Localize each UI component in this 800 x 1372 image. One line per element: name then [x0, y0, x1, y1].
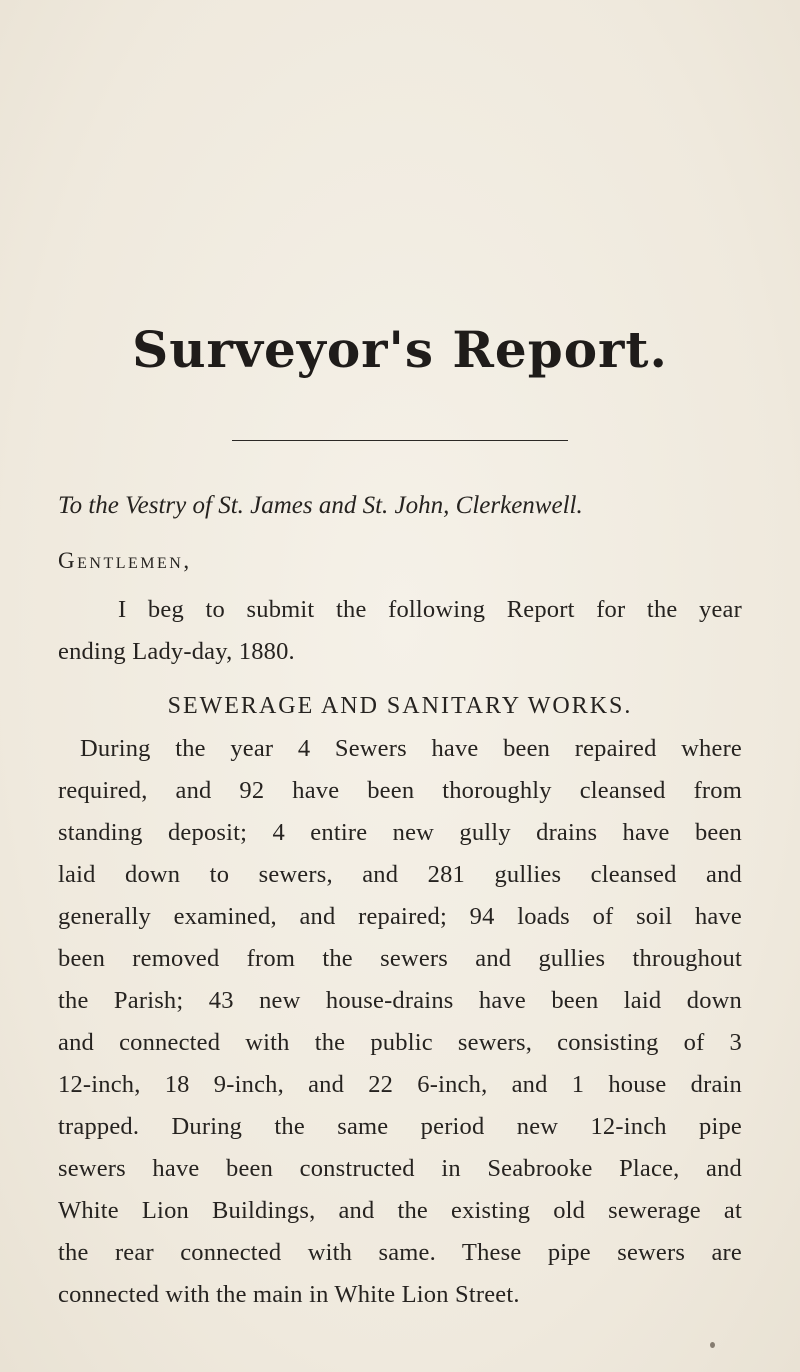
section-heading: SEWERAGE AND SANITARY WORKS. — [167, 693, 633, 719]
body-line: 12-inch, 18 9-inch, and 22 6-inch, and 1 house drain — [58, 1071, 742, 1098]
paper-speck — [710, 1342, 715, 1348]
intro-line: ending Lady-day, 1880. — [58, 638, 295, 665]
body-line: sewers have been constructed in Seabrooke Place, and — [58, 1155, 742, 1182]
body-line: laid down to sewers, and 281 gullies cleansed and — [58, 861, 742, 888]
body-line: trapped. During the same period new 12-inch pipe — [58, 1113, 742, 1140]
salutation: Gentlemen, — [58, 548, 192, 573]
body-line: During the year 4 Sewers have been repaired where — [80, 735, 742, 762]
body-line: connected with the main in White Lion Street. — [58, 1281, 520, 1308]
body-line: required, and 92 have been thoroughly cleansed from — [58, 777, 742, 804]
body-line: standing deposit; 4 entire new gully drains have been — [58, 819, 742, 846]
body-line: White Lion Buildings, and the existing old sewerage at — [58, 1197, 742, 1224]
document-title: Surveyor's Report. — [132, 320, 668, 379]
address-line: To the Vestry of St. James and St. John, Clerkenwell. — [58, 492, 583, 519]
body-line: and connected with the public sewers, consisting of 3 — [58, 1029, 742, 1056]
body-line: been removed from the sewers and gullies throughout — [58, 945, 742, 972]
intro-line: I beg to submit the following Report for the year — [118, 596, 742, 623]
body-line: generally examined, and repaired; 94 loads of soil have — [58, 903, 742, 930]
body-line: the Parish; 43 new house-drains have been laid down — [58, 987, 742, 1014]
title-divider — [232, 440, 568, 441]
body-line: the rear connected with same. These pipe sewers are — [58, 1239, 742, 1266]
